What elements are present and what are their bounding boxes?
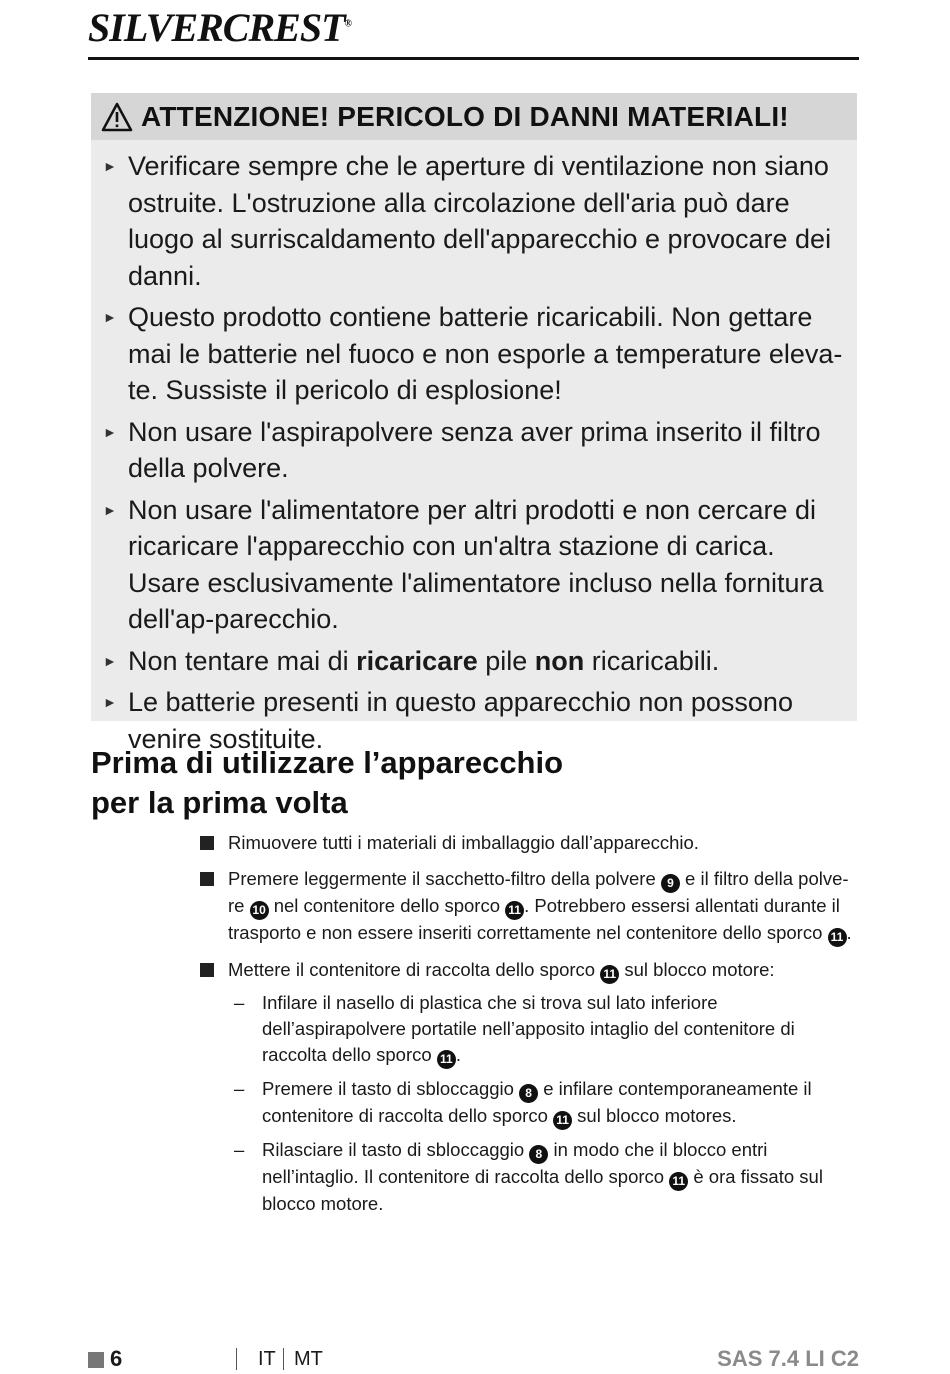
warning-item [91,299,857,409]
page-number: 6 [110,1346,123,1371]
steps-list [200,830,860,994]
part-number-badge: 11 [437,1050,456,1069]
dash-bullet: – [234,1078,245,1099]
arrow-bullet-icon: ► [103,158,117,174]
step-item [200,830,860,856]
part-number-badge: 11 [669,1172,688,1191]
footer-square-icon [88,1352,104,1368]
step-item [200,957,860,984]
substep-text: in modo che il blocco entri nell’intaglio. Il contenitore di raccolta dello sporco [262,1139,768,1187]
part-number-badge: 10 [250,901,269,920]
section-title-line: Prima di utilizzare l’apparecchio [91,745,564,780]
footer-divider [236,1348,237,1370]
arrow-bullet-icon: ► [103,309,117,325]
arrow-bullet-icon: ► [103,423,117,440]
warning-text: Le batterie presenti in questo apparecchio non possono venire sostituite. [128,687,793,754]
substep-text: Premere il tasto di sbloccaggio [262,1078,520,1099]
substep-text: sul blocco motores. [572,1105,737,1126]
warning-item [91,492,857,638]
square-bullet-icon [200,872,214,886]
step-text: nel contenitore dello sporco [268,895,506,916]
substep-item [234,1076,860,1130]
warning-text: Verificare sempre che le aperture di ventilazione non siano ostruite. L'ostruzione alla circolazione dell'aria può dare luogo al surriscaldamento dell'apparecchio e provocare dei danni. [128,151,832,291]
warning-list [91,140,857,757]
warning-text: Non usare l'alimentatore per altri prodotti e non cercare di ricaricare l'apparecchio con un'altra stazione di carica. Usare esclusivamente l'alimentatore incluso nella fornitura dell'ap-parecchio. [128,494,824,634]
part-number-badge: 9 [661,874,680,893]
warning-item [91,148,857,294]
part-number-badge: 11 [505,901,524,920]
dash-bullet: – [234,992,245,1013]
arrow-bullet-icon: ► [103,694,117,710]
part-number-badge: 11 [600,965,619,984]
warning-box [91,93,857,754]
header-rule [88,57,859,60]
registered-mark: ® [344,18,352,30]
silvercrest-logo [88,4,351,51]
warning-title: ATTENZIONE! PERICOLO DI DANNI MATERIALI! [141,100,789,132]
step-text: . [846,922,852,943]
part-number-badge: 8 [529,1145,548,1164]
step-text: Rimuovere tutti i materiali di imballaggio dall’apparecchio. [228,832,699,853]
warning-text: ricaricabili. [584,645,720,676]
step-text: Premere leggermente il sacchetto-filtro della polvere [228,868,661,889]
step-item [200,866,860,947]
warning-text: Questo prodotto contiene batterie ricaricabili. Non gettare mai le batterie nel fuoco e non esporle a temperature eleva-te. Sussiste il pericolo di esplosione! [128,302,843,405]
arrow-bullet-icon: ► [103,652,117,669]
section-title-line: per la prima volta [91,785,348,820]
part-number-badge: 8 [519,1084,538,1103]
footer-divider [283,1348,284,1370]
model-number: SAS 7.4 LI C2 [717,1346,859,1371]
step-text: sul blocco motore: [619,959,775,980]
part-number-badge: 11 [553,1111,572,1130]
substep-item [234,990,860,1069]
substep-text: è ora fissato sul blocco motore. [262,1166,823,1214]
step-text: e il filtro della polve-re [228,868,849,916]
substep-item [234,1137,860,1217]
warning-triangle-icon [101,102,133,132]
language-code: IT [258,1348,276,1370]
substep-text: . [455,1044,461,1065]
section-title [91,743,791,823]
warning-item [91,414,857,487]
language-code: MT [294,1348,323,1370]
warning-header [91,93,857,140]
step-text: . Potrebbero essersi allentati durante il trasporto e non essere inseriti correttamente nel contenitore dello sporco [228,895,840,943]
page-footer [88,1346,859,1374]
dash-bullet: – [234,1139,245,1160]
warning-bold-text: non [534,645,585,676]
warning-text: pile [477,645,535,676]
warning-text: Non usare l'aspirapolvere senza aver prima inserito il filtro della polvere. [128,416,821,483]
square-bullet-icon [200,963,214,977]
substeps-list [234,990,860,1224]
substep-text: Rilasciare il tasto di sbloccaggio [262,1139,530,1160]
substep-text: e infilare contemporaneamente il contenitore di raccolta dello sporco [262,1078,812,1126]
warning-bold-text: ricaricare [356,645,478,676]
warning-item [91,643,857,680]
square-bullet-icon [200,836,214,850]
warning-text: Non tentare mai di [128,645,357,676]
brand-name: SILVERCREST [88,5,345,50]
step-text: Mettere il contenitore di raccolta dello sporco [228,959,601,980]
arrow-bullet-icon: ► [103,501,117,518]
substep-text: Infilare il nasello di plastica che si trova sul lato inferiore dell’aspirapolvere portatile nell’apposito intaglio del contenitore di raccolta dello sporco [262,992,795,1065]
part-number-badge: 11 [828,928,847,947]
